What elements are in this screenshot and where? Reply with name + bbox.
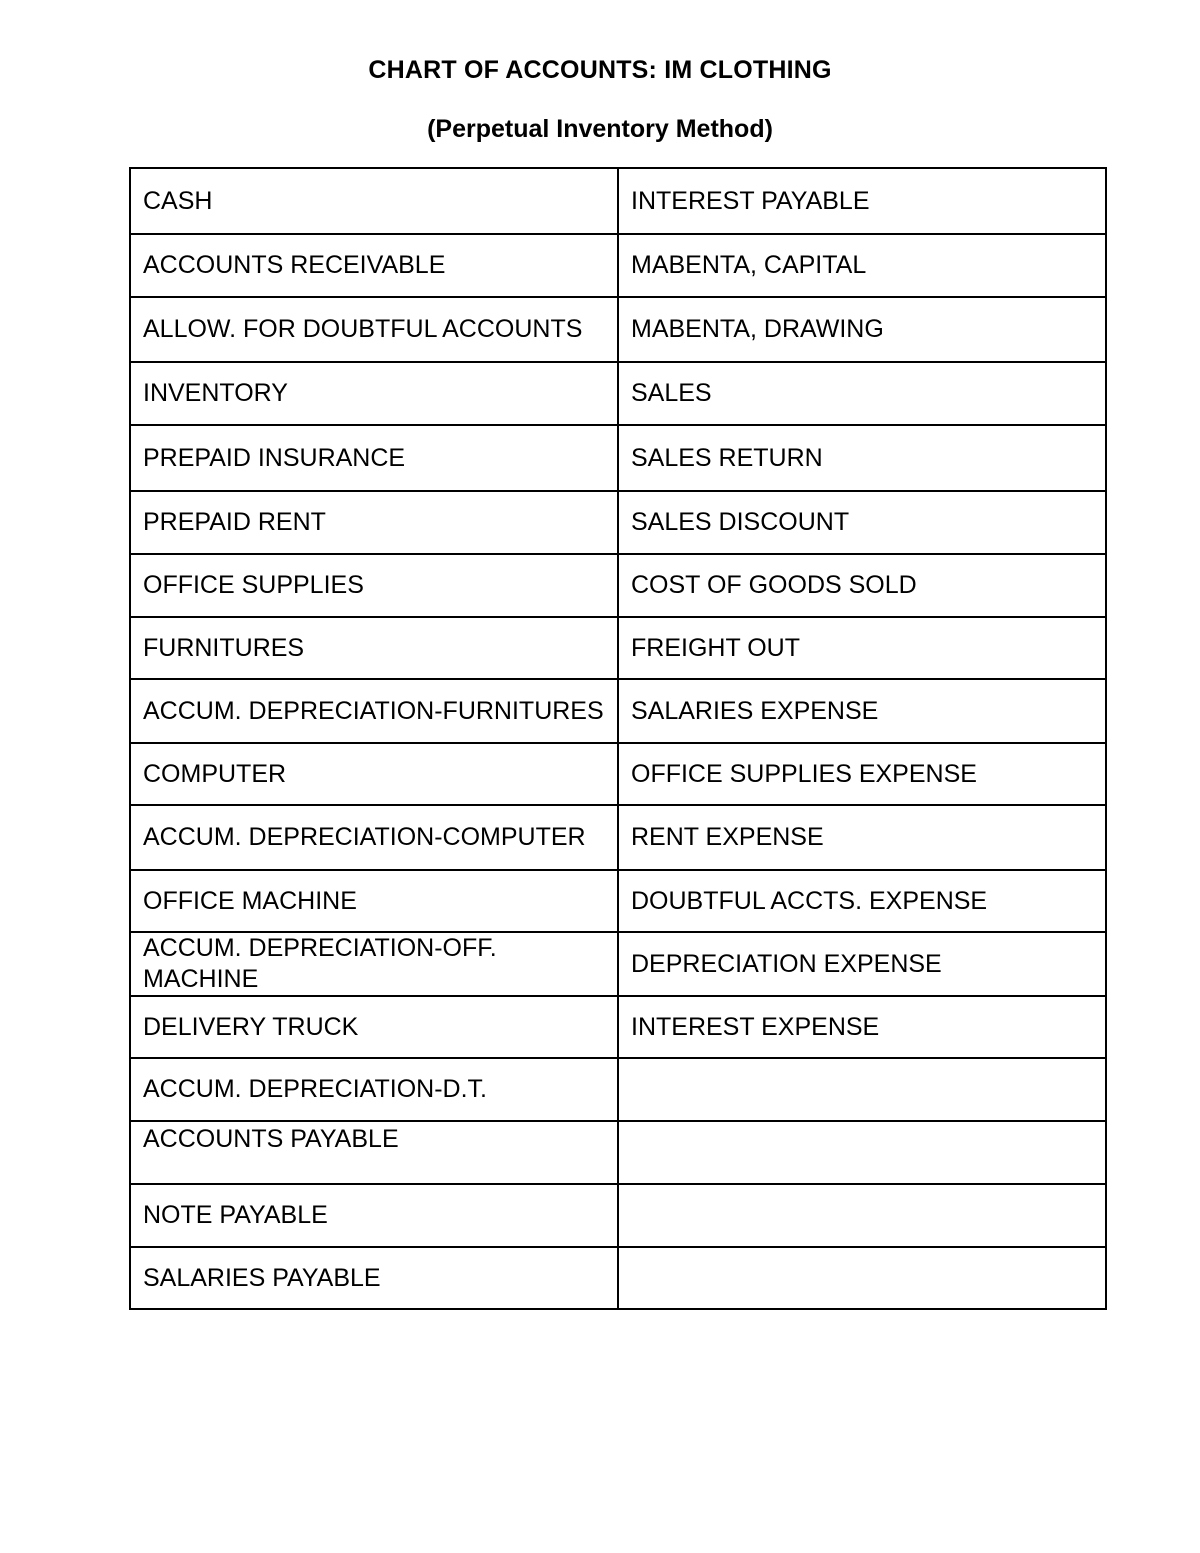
account-cell: DOUBTFUL ACCTS. EXPENSE (618, 870, 1106, 932)
account-cell: COST OF GOODS SOLD (618, 554, 1106, 617)
account-cell: OFFICE SUPPLIES EXPENSE (618, 743, 1106, 805)
account-cell (618, 1247, 1106, 1309)
table-row (130, 1121, 1106, 1184)
table-row (130, 870, 1106, 932)
page-title: CHART OF ACCOUNTS: IM CLOTHING (368, 56, 832, 84)
table-row (130, 996, 1106, 1058)
table-row (130, 1247, 1106, 1309)
table-row (130, 932, 1106, 996)
account-cell: RENT EXPENSE (618, 805, 1106, 870)
account-cell: DEPRECIATION EXPENSE (618, 932, 1106, 996)
account-cell (618, 1058, 1106, 1121)
asset-account-cell: ACCUM. DEPRECIATION-FURNITURES (130, 679, 618, 743)
asset-account-cell: ACCOUNTS PAYABLE (130, 1121, 618, 1184)
accounts-table (129, 167, 1107, 1310)
table-row (130, 362, 1106, 425)
table-row (130, 805, 1106, 870)
page-subtitle: (Perpetual Inventory Method) (427, 115, 773, 143)
asset-account-cell: ACCUM. DEPRECIATION-D.T. (130, 1058, 618, 1121)
table-row (130, 168, 1106, 234)
account-cell (618, 1184, 1106, 1247)
asset-account-cell: PREPAID INSURANCE (130, 425, 618, 491)
asset-account-cell: INVENTORY (130, 362, 618, 425)
asset-account-cell: SALARIES PAYABLE (130, 1247, 618, 1309)
account-cell (618, 1121, 1106, 1184)
table-row (130, 679, 1106, 743)
asset-account-cell: ALLOW. FOR DOUBTFUL ACCOUNTS (130, 297, 618, 362)
asset-account-cell: PREPAID RENT (130, 491, 618, 554)
table-row (130, 1184, 1106, 1247)
asset-account-cell: COMPUTER (130, 743, 618, 805)
asset-account-cell: ACCUM. DEPRECIATION-COMPUTER (130, 805, 618, 870)
asset-account-cell: OFFICE SUPPLIES (130, 554, 618, 617)
table-row (130, 1058, 1106, 1121)
table-row (130, 554, 1106, 617)
asset-account-cell: CASH (130, 168, 618, 234)
account-cell: SALES RETURN (618, 425, 1106, 491)
asset-account-cell: FURNITURES (130, 617, 618, 679)
account-cell: SALES DISCOUNT (618, 491, 1106, 554)
account-cell: SALARIES EXPENSE (618, 679, 1106, 743)
asset-account-cell: NOTE PAYABLE (130, 1184, 618, 1247)
account-cell: FREIGHT OUT (618, 617, 1106, 679)
table-row (130, 297, 1106, 362)
account-cell: MABENTA, DRAWING (618, 297, 1106, 362)
asset-account-cell: DELIVERY TRUCK (130, 996, 618, 1058)
account-cell: INTEREST PAYABLE (618, 168, 1106, 234)
asset-account-cell: ACCUM. DEPRECIATION-OFF. MACHINE (130, 932, 618, 996)
table-row (130, 491, 1106, 554)
table-row (130, 425, 1106, 491)
asset-account-cell: ACCOUNTS RECEIVABLE (130, 234, 618, 297)
account-cell: SALES (618, 362, 1106, 425)
account-cell: MABENTA, CAPITAL (618, 234, 1106, 297)
table-row (130, 234, 1106, 297)
table-row (130, 617, 1106, 679)
table-row (130, 743, 1106, 805)
account-cell: INTEREST EXPENSE (618, 996, 1106, 1058)
asset-account-cell: OFFICE MACHINE (130, 870, 618, 932)
